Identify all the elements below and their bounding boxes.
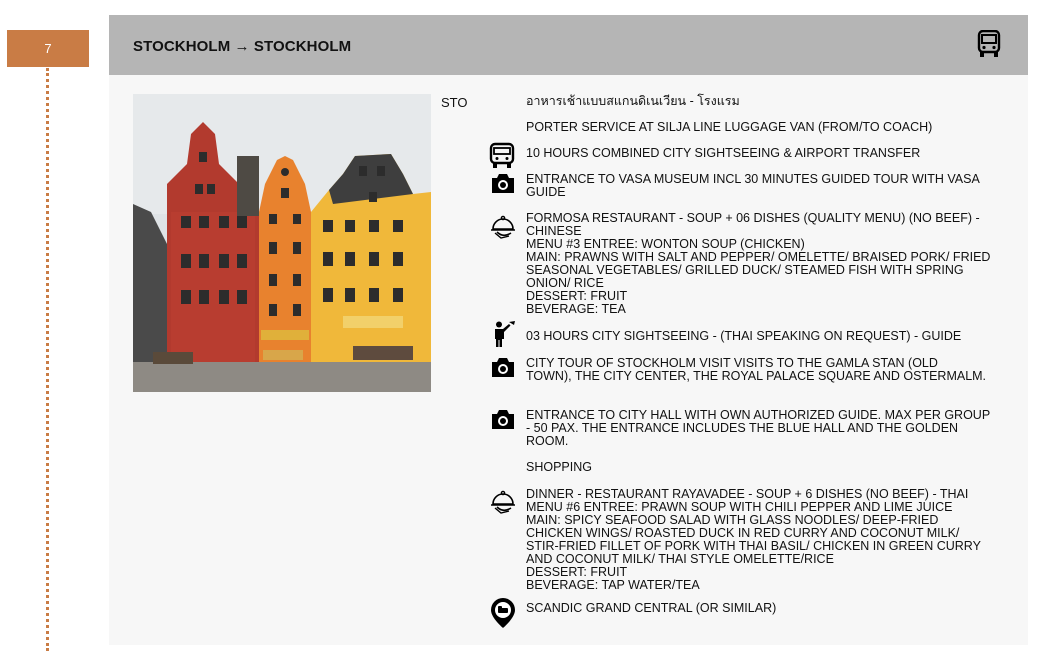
card-header	[109, 15, 1028, 75]
day-number: 7	[44, 41, 52, 56]
guide-icon	[489, 320, 517, 348]
item-text: FORMOSA RESTAURANT - SOUP + 06 DISHES (QUALITY MENU) (NO BEEF) - CHINESE MENU #3 ENTREE: WONTON SOUP (CHICKEN) MAIN: PRAWNS WITH SALT AND PEPPER/ OMELETTE/ BRAISED PORK/ FRIED SEASONAL VEGETABLES/ GRILLED DUCK/ STEAMED FISH WITH SPRING ONION/ RICE DESSERT: FRUIT BEVERAGE: TEA	[526, 211, 991, 316]
bus-icon	[977, 30, 1001, 58]
item-text: SHOPPING	[526, 460, 592, 474]
item-text: ENTRANCE TO VASA MUSEUM INCL 30 MINUTES GUIDED TOUR WITH VASA GUIDE	[526, 172, 980, 199]
route-title: STOCKHOLM → STOCKHOLM	[133, 38, 352, 55]
item-text: DINNER - RESTAURANT RAYAVADEE - SOUP + 6 DISHES (NO BEEF) - THAI MENU #6 ENTREE: PRAWN SOUP WITH CHILI PEPPER AND LIME JUICE MAIN: SPICY SEAFOOD SALAD WITH GLASS NOODLES/ DEEP-FRIED CHICKEN WINGS/ ROASTED DUCK IN RED CURRY AND COCONUT MILK/ STIR-FRIED FILLET OF PORK WITH THAI BASIL/ CHICKEN IN GREEN CURRY AND COCONUT MILK/ THAI STYLE OMELETTE/RICE DESSERT: FRUIT BEVERAGE: TAP WATER/TEA	[526, 487, 981, 592]
item-text: CITY TOUR OF STOCKHOLM VISIT VISITS TO THE GAMLA STAN (OLD TOWN), THE CITY CENTER, THE ROYAL PALACE SQUARE AND OSTERMALM.	[526, 356, 987, 383]
day-card	[109, 15, 1028, 645]
hotel-pin-icon	[489, 597, 517, 629]
city-code: STO	[441, 95, 468, 110]
colorful-buildings-photo	[133, 94, 431, 392]
item-text: ENTRANCE TO CITY HALL WITH OWN AUTHORIZED GUIDE. MAX PER GROUP - 50 PAX. THE ENTRANCE INCLUDES THE BLUE HALL AND THE GOLDEN ROOM.	[526, 408, 991, 448]
item-text: PORTER SERVICE AT SILJA LINE LUGGAGE VAN (FROM/TO COACH)	[526, 120, 933, 134]
camera-icon	[489, 170, 517, 198]
restaurant-icon	[489, 212, 517, 240]
item-text: 03 HOURS CITY SIGHTSEEING - (THAI SPEAKING ON REQUEST) - GUIDE	[526, 329, 962, 343]
item-text: อาหารเช้าแบบสแกนดิเนเวียน - โรงแรม	[526, 94, 740, 108]
day-number-badge	[7, 30, 89, 67]
bus-icon	[489, 142, 517, 170]
item-text: 10 HOURS COMBINED CITY SIGHTSEEING & AIRPORT TRANSFER	[526, 146, 921, 160]
timeline-dotted-line	[46, 68, 49, 651]
camera-icon	[489, 354, 517, 382]
restaurant-icon	[489, 487, 517, 515]
item-text: SCANDIC GRAND CENTRAL (OR SIMILAR)	[526, 601, 777, 615]
camera-icon	[489, 406, 517, 434]
